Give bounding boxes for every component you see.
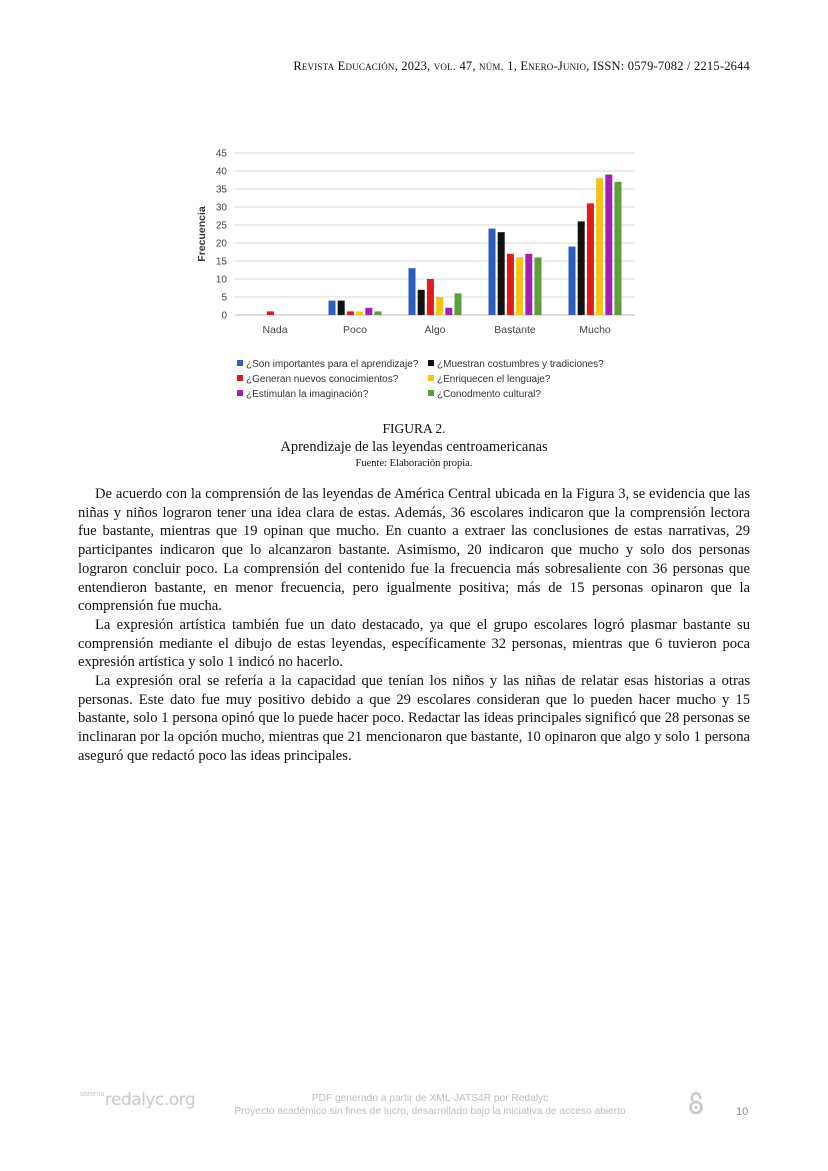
bar xyxy=(615,182,622,315)
x-tick-label: Algo xyxy=(424,324,446,336)
bar xyxy=(418,290,425,315)
legend-swatch xyxy=(237,375,243,381)
x-tick-label: Mucho xyxy=(579,324,611,336)
bar xyxy=(569,247,576,315)
redalyc-logo[interactable] xyxy=(80,1090,195,1110)
bar xyxy=(489,229,496,315)
legend-label: ¿Muestran costumbres y tradiciones? xyxy=(437,359,604,370)
legend-swatch xyxy=(237,360,243,366)
y-tick-label: 0 xyxy=(221,310,227,322)
open-access-icon xyxy=(688,1090,704,1116)
legend-swatch xyxy=(237,390,243,396)
legend-swatch xyxy=(428,390,434,396)
bar xyxy=(329,301,336,315)
bar xyxy=(605,175,612,315)
body-text xyxy=(78,485,750,766)
legend-swatch xyxy=(428,360,434,366)
bar xyxy=(516,257,523,315)
y-tick-label: 5 xyxy=(221,292,227,304)
y-tick-label: 35 xyxy=(215,184,227,196)
figure-source: Fuente: Elaboración propia. xyxy=(355,458,473,469)
x-tick-label: Poco xyxy=(343,324,367,336)
bar xyxy=(347,311,354,315)
bar xyxy=(409,268,416,315)
bar xyxy=(375,311,382,315)
legend-swatch xyxy=(428,375,434,381)
footer-line-2: Proyecto académico sin fines de lucro, desarrollado bajo la iniciativa de acceso abierto xyxy=(234,1106,626,1117)
bar xyxy=(578,221,585,315)
figure-label: FIGURA 2. xyxy=(382,421,446,436)
footer-text xyxy=(200,1092,660,1118)
legend-label: ¿Generan nuevos conocimientos? xyxy=(246,374,399,385)
y-tick-label: 20 xyxy=(215,238,227,250)
bar xyxy=(445,308,452,315)
y-axis-label: Frecuencia xyxy=(196,206,208,262)
y-tick-label: 10 xyxy=(215,274,227,286)
logo-small-text: sistema xyxy=(80,1090,104,1098)
figure-title: Aprendizaje de las leyendas centroamericanas xyxy=(280,439,548,455)
legend-label: ¿Son importantes para el aprendizaje? xyxy=(246,359,419,370)
logo-text: redalyc.org xyxy=(104,1090,196,1110)
bar xyxy=(267,311,274,315)
page-number: 10 xyxy=(736,1106,749,1118)
legend-label: ¿Estimulan la imaginación? xyxy=(246,389,369,400)
running-head: Revista Educación, 2023, vol. 47, núm. 1, Enero-Junio, ISSN: 0579-7082 / 2215-2644 xyxy=(293,59,750,73)
bar xyxy=(436,297,443,315)
legend-label: ¿Enriquecen el lenguaje? xyxy=(437,374,551,385)
figure-chart xyxy=(190,144,650,409)
bar xyxy=(587,203,594,315)
bar xyxy=(356,311,363,315)
paragraph: De acuerdo con la comprensión de las leyendas de América Central ubicada en la Figura 3, se evidencia que las niñas y niños lograron tener una idea clara de estas. Además, 36 escolares indicaron que la comprensión lectora fue bastante, mientras que 19 opinan que mucho. En cuanto a extraer las conclusiones de estas narrativas, 29 participantes indicaron que lo alcanzaron bastante. Asimismo, 20 indicaron que mucho y solo dos personas lograron concluir poco. La comprensión del contenido fue la frecuencia más sobresaliente con 36 personas que entendieron bastante, en menor frecuencia, pero igualmente positiva; más de 15 personas opinaron que la comprensión fue mucha. xyxy=(78,486,750,615)
x-tick-label: Bastante xyxy=(494,324,536,336)
bar xyxy=(455,293,462,315)
y-tick-label: 40 xyxy=(215,166,227,178)
y-tick-label: 45 xyxy=(215,148,227,160)
footer-line-1: PDF generado a partir de XML-JATS4R por Redalyc xyxy=(311,1093,549,1104)
bar-chart xyxy=(190,144,650,409)
paragraph: La expresión artística también fue un dato destacado, ya que el grupo escolares logró plasmar bastante su comprensión mediante el dibujo de estas leyendas, específicamente 32 personas, mientras que 6 tuvieron poca expresión artística y solo 1 indicó no hacerlo. xyxy=(78,616,750,671)
bar xyxy=(427,279,434,315)
bar xyxy=(365,308,372,315)
bar xyxy=(338,301,345,315)
y-tick-label: 30 xyxy=(215,202,227,214)
bar xyxy=(525,254,532,315)
legend-label: ¿Conodmento cultural? xyxy=(437,389,541,400)
bar xyxy=(535,257,542,315)
y-tick-label: 25 xyxy=(215,220,227,232)
x-tick-label: Nada xyxy=(262,324,288,336)
paragraph: La expresión oral se refería a la capacidad que tenían los niños y las niñas de relatar esas historias a otras personas. Este dato fue muy positivo debido a que 29 escolares consideran que lo pueden hacer mucho y 15 bastante, solo 1 persona opinó que lo puede hacer poco. Redactar las ideas principales significó que 28 personas se inclinaran por la opción mucho, mientras que 21 mencionaron que bastante, 10 opinaron que algo y solo 1 persona aseguró que redactó poco las ideas principales. xyxy=(78,673,750,764)
bar xyxy=(596,178,603,315)
bar xyxy=(507,254,514,315)
bar xyxy=(498,232,505,315)
y-tick-label: 15 xyxy=(215,256,227,268)
